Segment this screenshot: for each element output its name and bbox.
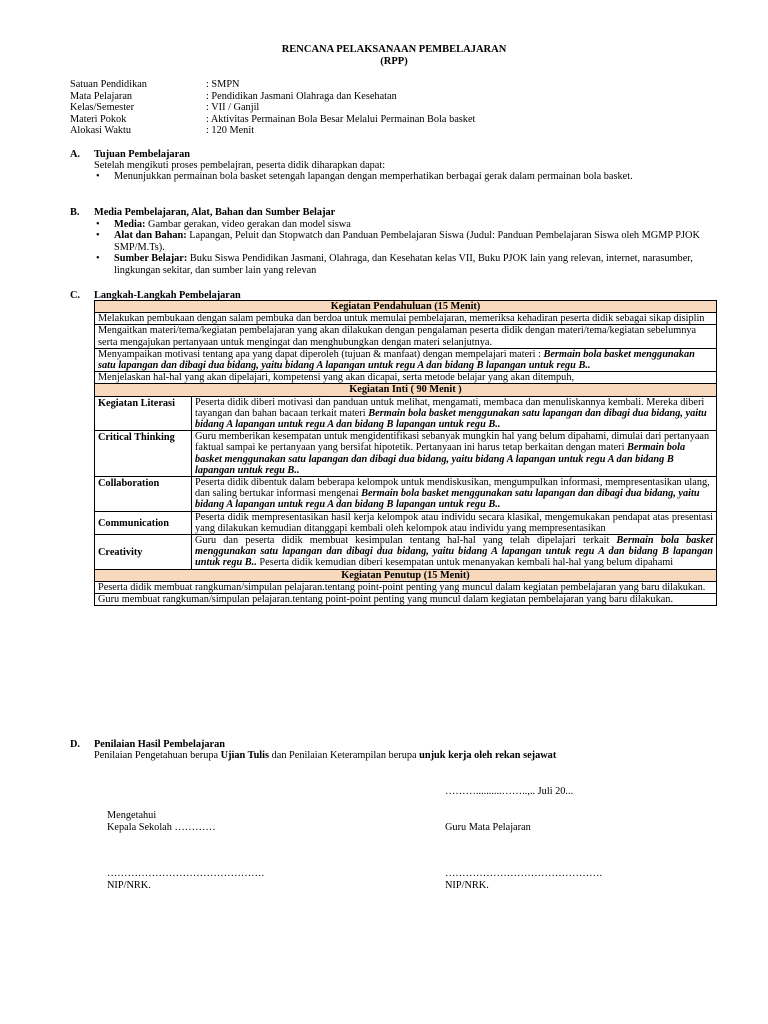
nip-left: NIP/NRK. [107, 880, 151, 891]
section-a-heading [70, 149, 190, 160]
identity-value: : Pendidikan Jasmani Olahraga dan Kesehatan [206, 90, 397, 102]
table-row [95, 396, 717, 431]
cell-text: Peserta didik diberi motivasi dan panduan untuk melihat, mengamati, membaca dan menuliskannya kembali. Mereka diberi tayangan dan bahan bacaan terkait materi [195, 396, 705, 419]
penutup-row-1: Peserta didik membuat rangkuman/simpulan pelajaran.tentang point-point penting yang muncul dalam kegiatan pembelajaran yang baru dilakukan. [95, 581, 717, 593]
table-row [95, 511, 717, 534]
section-a-title: Tujuan Pembelajaran [94, 149, 191, 160]
section-b-body [94, 219, 719, 276]
identity-table [70, 79, 475, 137]
identity-label: Satuan Pendidikan [70, 79, 147, 90]
communication-label: Communication [95, 511, 192, 534]
row-text: Menyampaikan motivasi tentang apa yang dapat diperoleh (tujuan & manfaat) dengan mempelajari materi : [98, 348, 541, 360]
section-d-heading [70, 739, 225, 750]
table-row [95, 301, 717, 313]
creativity-cell [192, 535, 717, 570]
item-text: Buku Siswa Pendidikan Jasmani, Olahraga, dan Kesehatan kelas VII, Buku PJOK lain yang relevan, internet, narasumber, lingkungan sekitar, dan sumber lain yang relevan [114, 253, 693, 276]
literasi-label: Kegiatan Literasi [95, 396, 192, 431]
signature-mengetahui: Mengetahui [107, 810, 157, 821]
identity-row [70, 125, 475, 137]
cell-bold-text: Bermain bola basket menggunakan satu lapangan dan dibagi dua bidang, yaitu bidang A lapangan untuk regu A dan bidang B lapangan untuk regu B.. [195, 442, 686, 476]
cell-text: Guru dan peserta didik membuat kesimpulan tentang hal-hal yang telah dipelajari terkait [195, 535, 617, 547]
creativity-label: Creativity [95, 535, 192, 570]
critical-cell [192, 431, 717, 477]
nip-right: NIP/NRK. [445, 880, 489, 891]
table-row [95, 348, 717, 371]
critical-label: Critical Thinking [95, 431, 192, 477]
literasi-cell [192, 396, 717, 431]
table-row [95, 581, 717, 593]
section-a-intro: Setelah mengikuti proses pembelajran, peserta didik diharapkan dapat: [94, 160, 386, 171]
collaboration-cell [192, 477, 717, 512]
title-line-2: (RPP) [380, 56, 408, 67]
cell-text: Peserta didik dibentuk dalam beberapa kelompok untuk mendiskusikan, mengumpulkan informasi, mempresentasikan ulang, dan saling bertukar informasi mengenai [195, 477, 710, 500]
signature-date: ………..........……..,.. Juli 20... [445, 786, 574, 797]
section-b-item-media [94, 219, 719, 230]
item-text: Lapangan, Peluit dan Stopwatch dan Panduan Pembelajaran Siswa (Judul: Panduan Pembelajaran Siswa oleh MGMP PJOK SMP/M.Ts). [114, 230, 700, 253]
cell-bold-text: Bermain bola basket menggunakan satu lapangan dan dibagi dua bidang, yaitu bidang A lapangan untuk regu A dan bidang B lapangan untuk regu B.. [195, 535, 713, 569]
document-title [0, 44, 768, 68]
penutup-header: Kegiatan Penutup (15 Menit) [95, 569, 717, 581]
assessment-text-2: dan Penilaian Keterampilan berupa [269, 750, 420, 761]
section-b-title: Media Pembelajaran, Alat, Bahan dan Sumber Belajar [94, 207, 336, 218]
identity-label: Kelas/Semester [70, 102, 135, 113]
table-row [95, 325, 717, 348]
table-row [95, 569, 717, 581]
pendahuluan-row-4: Menjelaskan hal-hal yang akan dipelajari, kompetensi yang akan dicapai, serta metode belajar yang akan ditempuh, [95, 372, 717, 384]
item-label: Alat dan Bahan: [114, 230, 187, 242]
section-b-heading [70, 207, 335, 218]
section-b-number: B. [70, 207, 80, 218]
table-row [95, 372, 717, 384]
table-row [95, 431, 717, 477]
table-row [95, 535, 717, 570]
item-label: Media: [114, 219, 146, 230]
assessment-bold-2: unjuk kerja oleh rekan sejawat [419, 750, 557, 761]
penutup-row-2: Guru membuat rangkuman/simpulan pelajaran.tentang point-point penting yang muncul dalam kegiatan pembelajaran yang baru dilakukan. [95, 594, 717, 606]
item-label: Sumber Belajar: [114, 253, 188, 265]
section-d-number: D. [70, 739, 81, 750]
signature-guru: Guru Mata Pelajaran [445, 822, 531, 833]
section-d-body [94, 750, 724, 761]
table-row [95, 313, 717, 325]
table-row [95, 477, 717, 512]
pendahuluan-header: Kegiatan Pendahuluan (15 Menit) [95, 301, 717, 313]
cell-text: Guru memberikan kesempatan untuk mengidentifikasi sebanyak mungkin hal yang belum dipahami, dimulai dari pertanyaan faktual sampai ke pertanyaan yang bersifat hipotetik. Pertanyaan ini harus tetap berkaitan dengan materi [195, 431, 710, 454]
communication-cell: Peserta didik mempresentasikan hasil kerja kelompok atau individu secara klasikal, mengemukakan pendapat atas presentasi yang dilakukan kemudian ditanggapi kembali oleh kelompok atau individu yang mempresentasikan [192, 511, 717, 534]
cell-tail-text: Peserta didik kemudian diberi kesempatan untuk menanyakan kembali hal-hal yang belum dipahami [256, 557, 674, 569]
identity-label: Alokasi Waktu [70, 125, 132, 136]
identity-value: : VII / Ganjil [206, 102, 260, 113]
section-c-number: C. [70, 290, 81, 301]
assessment-bold-1: Ujian Tulis [220, 750, 270, 761]
identity-row [70, 102, 475, 114]
section-a-bullet: • Menunjukkan permainan bola basket setengah lapangan dengan memperhatikan berbagai gerak dalam permainan bola basket. [94, 171, 719, 182]
assessment-text-1: Penilaian Pengetahuan berupa [94, 750, 221, 761]
identity-label: Mata Pelajaran [70, 90, 133, 102]
row-bold-text: Bermain bola basket menggunakan satu lapangan dan dibagi dua bidang, yaitu bidang A lapangan untuk regu A dan bidang B lapangan untuk regu B.. [98, 348, 695, 372]
pendahuluan-row-1: Melakukan pembukaan dengan salam pembuka dan berdoa untuk memulai pembelajaran, memeriksa kehadiran peserta didik sebagai sikap disiplin [95, 313, 717, 325]
section-b-item-alat [94, 230, 719, 253]
section-b-item-sumber [94, 253, 719, 276]
section-a-body [94, 160, 719, 183]
cell-bold-text: Bermain bola basket menggunakan satu lapangan dan dibagi dua bidang, yaitu bidang A lapangan untuk regu A dan bidang B lapangan untuk regu B.. [195, 488, 700, 511]
signature-line-left: ………………………………………. [107, 868, 265, 879]
identity-label: Materi Pokok [70, 113, 127, 125]
identity-row [70, 91, 475, 103]
steps-table [94, 300, 717, 606]
identity-row [70, 114, 475, 126]
identity-value: : 120 Menit [206, 125, 255, 136]
section-d-title: Penilaian Hasil Pembelajaran [94, 739, 225, 750]
section-c-title: Langkah-Langkah Pembelajaran [94, 290, 241, 301]
table-row [95, 594, 717, 606]
inti-header: Kegiatan Inti ( 90 Menit ) [95, 384, 717, 396]
pendahuluan-row-3 [95, 348, 717, 371]
item-text: Gambar gerakan, video gerakan dan model siswa [145, 219, 351, 230]
title-line-1: RENCANA PELAKSANAAN PEMBELAJARAN [281, 44, 507, 55]
cell-bold-text: Bermain bola basket menggunakan satu lapangan dan dibagi dua bidang, yaitu bidang A lapangan untuk regu A dan bidang B lapangan untuk regu B.. [195, 407, 707, 431]
signature-line-right: ………………………………………. [445, 868, 603, 879]
identity-row [70, 79, 475, 91]
signature-kepala-sekolah: Kepala Sekolah ………… [107, 822, 216, 833]
table-row [95, 384, 717, 396]
identity-value: : Aktivitas Permainan Bola Besar Melalui Permainan Bola basket [206, 113, 476, 125]
collaboration-label: Collaboration [95, 477, 192, 512]
section-a-number: A. [70, 149, 81, 160]
pendahuluan-row-2: Mengaitkan materi/tema/kegiatan pembelajaran yang akan dilakukan dengan pengalaman peserta didik dengan materi/tema/kegiatan sebelumnya serta mengajukan pertanyaan untuk mengingat dan menghubungkan dengan materi selanjutnya. [95, 325, 717, 348]
identity-value: : SMPN [206, 79, 240, 90]
